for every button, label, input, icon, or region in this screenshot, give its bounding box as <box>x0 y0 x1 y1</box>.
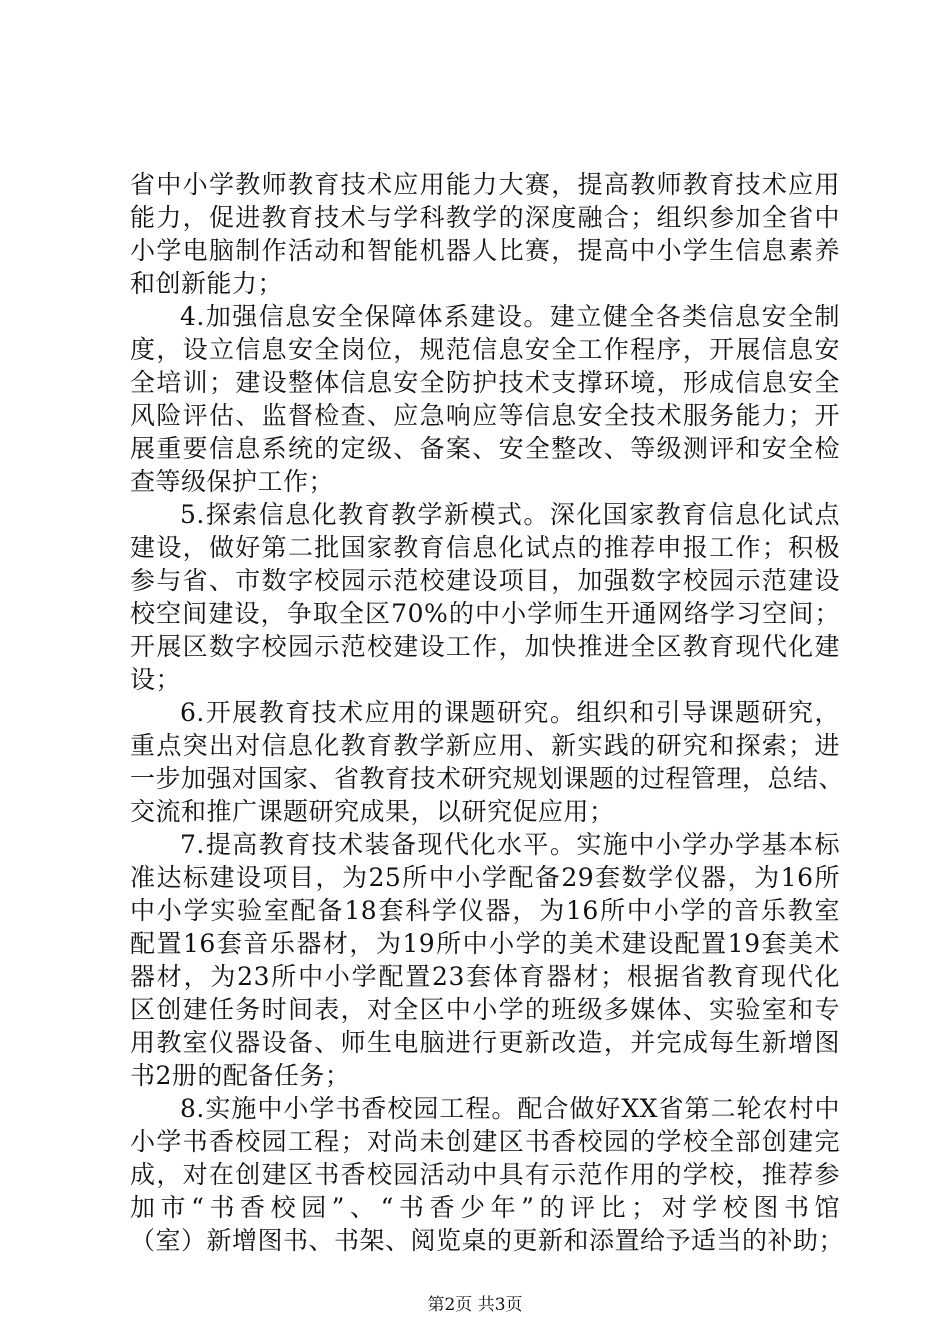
text-line: 查等级保护工作； <box>130 467 335 496</box>
text-line: 用教室仪器设备、师生电脑进行更新改造，并完成每生新增图 <box>130 1028 840 1057</box>
text-line: 区创建任务时间表，对全区中小学的班级多媒体、实验室和专 <box>130 995 840 1024</box>
text-line: （室）新增图书、书架、阅览桌的更新和添置给予适当的补助； <box>130 1226 845 1255</box>
text-line: 加市“书香校园”、“书香少年”的评比；对学校图书馆 <box>130 1193 840 1222</box>
text-line: 小学书香校园工程；对尚未创建区书香校园的学校全部创建完 <box>130 1127 840 1156</box>
text-line: 风险评估、监督检查、应急响应等信息安全技术服务能力；开 <box>130 401 840 430</box>
text-line: 设； <box>130 665 182 694</box>
text-line: 5.探索信息化教育教学新模式。深化国家教育信息化试点 <box>180 500 840 529</box>
text-line: 度，设立信息安全岗位，规范信息安全工作程序，开展信息安 <box>130 335 840 364</box>
text-line: 配置16套音乐器材，为19所中小学的美术建设配置19套美术 <box>130 929 840 958</box>
text-line: 6.开展教育技术应用的课题研究。组织和引导课题研究， <box>180 698 840 727</box>
text-line: 器材，为23所中小学配置23套体育器材；根据省教育现代化 <box>130 962 840 991</box>
text-line: 成，对在创建区书香校园活动中具有示范作用的学校，推荐参 <box>130 1160 840 1189</box>
page-footer: 第2页 共3页 <box>427 1295 523 1315</box>
text-line: 小学电脑制作活动和智能机器人比赛，提高中小学生信息素养 <box>130 236 840 265</box>
text-line: 能力，促进教育技术与学科教学的深度融合；组织参加全省中 <box>130 203 840 232</box>
text-line: 全培训；建设整体信息安全防护技术支撑环境，形成信息安全 <box>130 368 840 397</box>
text-line: 建设，做好第二批国家教育信息化试点的推荐申报工作；积极 <box>130 533 840 562</box>
text-line: 重点突出对信息化教育教学新应用、新实践的研究和探索；进 <box>130 731 840 760</box>
text-line: 准达标建设项目，为25所中小学配备29套数学仪器，为16所 <box>130 863 840 892</box>
text-line: 交流和推广课题研究成果，以研究促应用； <box>130 797 615 826</box>
text-line: 省中小学教师教育技术应用能力大赛，提高教师教育技术应用 <box>130 170 840 199</box>
text-line: 中小学实验室配备18套科学仪器，为16所中小学的音乐教室 <box>130 896 840 925</box>
text-line: 书2册的配备任务； <box>130 1061 351 1090</box>
text-line: 展重要信息系统的定级、备案、安全整改、等级测评和安全检 <box>130 434 840 463</box>
text-line: 参与省、市数字校园示范校建设项目，加强数字校园示范建设 <box>130 566 840 595</box>
text-line: 开展区数字校园示范校建设工作，加快推进全区教育现代化建 <box>130 632 840 661</box>
text-line: 8.实施中小学书香校园工程。配合做好XX省第二轮农村中 <box>180 1094 840 1123</box>
text-line: 7.提高教育技术装备现代化水平。实施中小学办学基本标 <box>180 830 840 859</box>
text-line: 校空间建设，争取全区70%的中小学师生开通网络学习空间； <box>130 599 840 628</box>
text-line: 一步加强对国家、省教育技术研究规划课题的过程管理，总结、 <box>130 764 845 793</box>
text-line: 和创新能力； <box>130 269 284 298</box>
text-line: 4.加强信息安全保障体系建设。建立健全各类信息安全制 <box>180 302 840 331</box>
document-body <box>130 168 845 1257</box>
